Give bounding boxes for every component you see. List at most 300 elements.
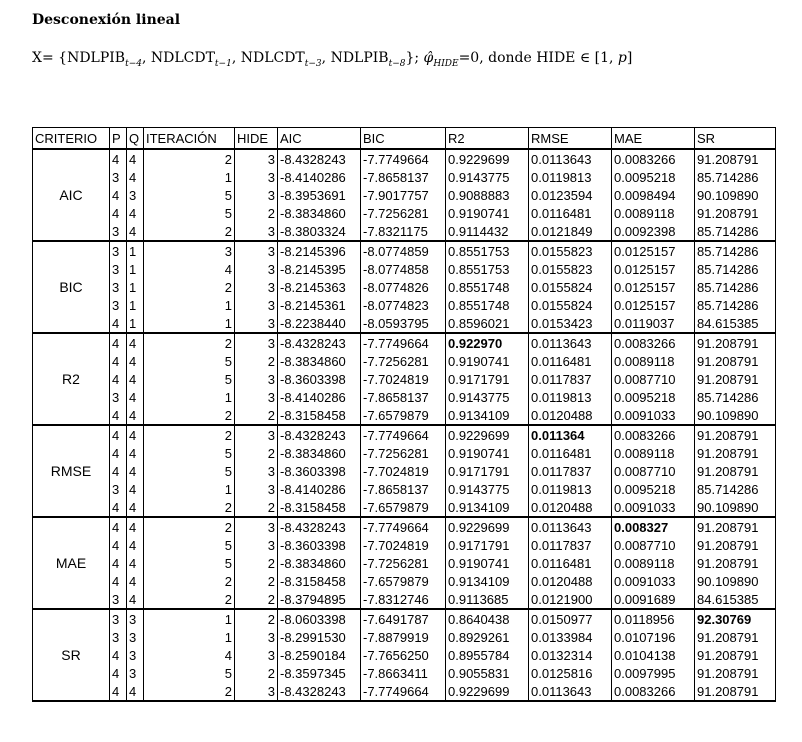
cell-r2: 0.8596021 [446, 314, 529, 333]
cell-hide: 2 [235, 204, 278, 222]
table-row [33, 388, 776, 406]
cell-rmse: 0.0133984 [529, 628, 612, 646]
cell-q: 4 [127, 222, 144, 241]
cell-hide: 3 [235, 168, 278, 186]
cell-aic: -8.4328243 [278, 682, 361, 701]
cell-hide: 3 [235, 241, 278, 260]
table-row [33, 498, 776, 517]
cell-r2: 0.8929261 [446, 628, 529, 646]
cell-p: 4 [110, 646, 127, 664]
cell-aic: -8.3953691 [278, 186, 361, 204]
cell-rmse: 0.0121900 [529, 590, 612, 609]
cell-iteracion: 1 [144, 388, 235, 406]
cell-hide: 3 [235, 314, 278, 333]
table-row [33, 370, 776, 388]
cell-p: 4 [110, 682, 127, 701]
cell-mae: 0.0089118 [612, 554, 695, 572]
cell-aic: -8.3158458 [278, 498, 361, 517]
cell-aic: -8.4328243 [278, 149, 361, 168]
cell-p: 4 [110, 462, 127, 480]
cell-bic: -7.7749664 [361, 517, 446, 536]
cell-mae: 0.0089118 [612, 444, 695, 462]
cell-q: 3 [127, 646, 144, 664]
cell-mae: 0.008327 [612, 517, 695, 536]
cell-q: 4 [127, 444, 144, 462]
cell-iteracion: 1 [144, 480, 235, 498]
criterio-cell: SR [33, 609, 110, 701]
cell-rmse: 0.0155823 [529, 241, 612, 260]
cell-sr: 91.208791 [695, 462, 776, 480]
cell-sr: 90.109890 [695, 186, 776, 204]
cell-bic: -7.7024819 [361, 462, 446, 480]
cell-bic: -7.7749664 [361, 682, 446, 701]
cell-rmse: 0.0120488 [529, 406, 612, 425]
cell-bic: -7.7749664 [361, 425, 446, 444]
cell-aic: -8.3158458 [278, 406, 361, 425]
cell-sr: 90.109890 [695, 498, 776, 517]
cell-sr: 84.615385 [695, 590, 776, 609]
cell-bic: -8.0774826 [361, 278, 446, 296]
cell-iteracion: 5 [144, 370, 235, 388]
cell-hide: 3 [235, 222, 278, 241]
cell-bic: -7.6579879 [361, 406, 446, 425]
cell-mae: 0.0087710 [612, 536, 695, 554]
cell-iteracion: 2 [144, 425, 235, 444]
cell-r2: 0.8551748 [446, 296, 529, 314]
cell-r2: 0.9229699 [446, 149, 529, 168]
cell-mae: 0.0125157 [612, 296, 695, 314]
table-row [33, 517, 776, 536]
table-row [33, 536, 776, 554]
cell-iteracion: 5 [144, 444, 235, 462]
cell-mae: 0.0107196 [612, 628, 695, 646]
cell-mae: 0.0091033 [612, 406, 695, 425]
cell-bic: -7.8658137 [361, 388, 446, 406]
cell-mae: 0.0083266 [612, 682, 695, 701]
cell-q: 1 [127, 241, 144, 260]
cell-q: 4 [127, 388, 144, 406]
table-row [33, 554, 776, 572]
cell-iteracion: 2 [144, 222, 235, 241]
formula-p: p [617, 50, 627, 66]
cell-bic: -7.8879919 [361, 628, 446, 646]
cell-sr: 91.208791 [695, 682, 776, 701]
cell-q: 4 [127, 149, 144, 168]
cell-p: 4 [110, 333, 127, 352]
cell-r2: 0.9055831 [446, 664, 529, 682]
cell-bic: -7.7256281 [361, 352, 446, 370]
cell-aic: -8.3603398 [278, 536, 361, 554]
cell-bic: -7.7024819 [361, 536, 446, 554]
table-row [33, 352, 776, 370]
formula-var-3: NDLCDT [240, 50, 305, 66]
cell-bic: -7.8663411 [361, 664, 446, 682]
cell-rmse: 0.0153423 [529, 314, 612, 333]
cell-iteracion: 2 [144, 572, 235, 590]
cell-aic: -8.3834860 [278, 444, 361, 462]
cell-p: 4 [110, 370, 127, 388]
cell-mae: 0.0095218 [612, 480, 695, 498]
cell-mae: 0.0097995 [612, 664, 695, 682]
cell-q: 4 [127, 168, 144, 186]
cell-mae: 0.0118956 [612, 609, 695, 628]
variable-set-formula [32, 50, 632, 69]
cell-r2: 0.9088883 [446, 186, 529, 204]
cell-sr: 85.714286 [695, 480, 776, 498]
table-row [33, 425, 776, 444]
cell-sr: 90.109890 [695, 572, 776, 590]
table-row [33, 149, 776, 168]
table-row [33, 609, 776, 628]
formula-comma: , [141, 50, 151, 66]
cell-hide: 3 [235, 480, 278, 498]
cell-p: 3 [110, 609, 127, 628]
cell-r2: 0.9134109 [446, 572, 529, 590]
formula-var-1: NDLPIB [67, 50, 126, 66]
cell-q: 4 [127, 590, 144, 609]
cell-p: 4 [110, 572, 127, 590]
cell-iteracion: 4 [144, 646, 235, 664]
cell-bic: -7.6579879 [361, 572, 446, 590]
cell-p: 3 [110, 278, 127, 296]
formula-comma: , [321, 50, 331, 66]
cell-rmse: 0.0155824 [529, 296, 612, 314]
cell-rmse: 0.0155824 [529, 278, 612, 296]
table-row [33, 406, 776, 425]
formula-phi: φ̂ [423, 50, 434, 66]
table-row [33, 628, 776, 646]
cell-mae: 0.0091033 [612, 498, 695, 517]
table-row [33, 222, 776, 241]
cell-r2: 0.9190741 [446, 204, 529, 222]
cell-r2: 0.9190741 [446, 444, 529, 462]
cell-hide: 3 [235, 682, 278, 701]
cell-p: 3 [110, 168, 127, 186]
cell-aic: -8.2145363 [278, 278, 361, 296]
table-row [33, 444, 776, 462]
header-rmse: RMSE [529, 128, 612, 150]
cell-bic: -7.9017757 [361, 186, 446, 204]
cell-iteracion: 1 [144, 296, 235, 314]
cell-mae: 0.0091033 [612, 572, 695, 590]
cell-r2: 0.9134109 [446, 498, 529, 517]
cell-hide: 2 [235, 406, 278, 425]
cell-q: 4 [127, 480, 144, 498]
cell-hide: 3 [235, 370, 278, 388]
cell-iteracion: 5 [144, 664, 235, 682]
cell-r2: 0.9229699 [446, 682, 529, 701]
cell-q: 4 [127, 572, 144, 590]
formula-var-4: NDLPIB [330, 50, 389, 66]
cell-bic: -7.6579879 [361, 498, 446, 517]
cell-bic: -8.0593795 [361, 314, 446, 333]
cell-iteracion: 5 [144, 352, 235, 370]
cell-rmse: 0.0113643 [529, 517, 612, 536]
cell-p: 4 [110, 186, 127, 204]
cell-hide: 3 [235, 425, 278, 444]
criterio-cell: R2 [33, 333, 110, 425]
table-row [33, 186, 776, 204]
table-row [33, 278, 776, 296]
cell-mae: 0.0095218 [612, 168, 695, 186]
cell-hide: 3 [235, 388, 278, 406]
cell-mae: 0.0083266 [612, 333, 695, 352]
cell-aic: -8.4140286 [278, 388, 361, 406]
formula-condition: =0, donde HIDE ∈ [1, [458, 50, 618, 66]
cell-q: 4 [127, 425, 144, 444]
cell-mae: 0.0087710 [612, 462, 695, 480]
cell-rmse: 0.0113643 [529, 149, 612, 168]
cell-aic: -8.2145396 [278, 241, 361, 260]
formula-end: ] [626, 50, 633, 66]
cell-mae: 0.0091689 [612, 590, 695, 609]
cell-bic: -8.0774858 [361, 260, 446, 278]
cell-hide: 2 [235, 609, 278, 628]
cell-aic: -8.2590184 [278, 646, 361, 664]
cell-hide: 2 [235, 590, 278, 609]
section-title: Desconexión lineal [32, 12, 181, 28]
header-sr: SR [695, 128, 776, 150]
cell-hide: 2 [235, 554, 278, 572]
header-aic: AIC [278, 128, 361, 150]
cell-sr: 91.208791 [695, 517, 776, 536]
table-row [33, 572, 776, 590]
cell-p: 4 [110, 498, 127, 517]
formula-close-brace: }; [405, 50, 424, 66]
cell-q: 1 [127, 260, 144, 278]
cell-aic: -8.3158458 [278, 572, 361, 590]
cell-rmse: 0.0117837 [529, 536, 612, 554]
cell-bic: -7.8658137 [361, 168, 446, 186]
cell-hide: 2 [235, 444, 278, 462]
header-bic: BIC [361, 128, 446, 150]
cell-mae: 0.0089118 [612, 352, 695, 370]
cell-q: 3 [127, 664, 144, 682]
cell-r2: 0.8551748 [446, 278, 529, 296]
cell-bic: -7.8658137 [361, 480, 446, 498]
cell-hide: 3 [235, 536, 278, 554]
criterio-cell: AIC [33, 149, 110, 241]
cell-bic: -7.8321175 [361, 222, 446, 241]
cell-aic: -8.3597345 [278, 664, 361, 682]
cell-rmse: 0.0119813 [529, 388, 612, 406]
cell-aic: -8.3803324 [278, 222, 361, 241]
cell-aic: -8.4140286 [278, 168, 361, 186]
cell-hide: 3 [235, 333, 278, 352]
cell-aic: -8.3794895 [278, 590, 361, 609]
cell-hide: 3 [235, 462, 278, 480]
cell-sr: 91.208791 [695, 664, 776, 682]
cell-rmse: 0.0116481 [529, 352, 612, 370]
header-criterio: CRITERIO [33, 128, 110, 150]
cell-sr: 85.714286 [695, 296, 776, 314]
cell-rmse: 0.011364 [529, 425, 612, 444]
cell-p: 4 [110, 425, 127, 444]
table-row [33, 296, 776, 314]
cell-q: 4 [127, 333, 144, 352]
cell-bic: -7.7656250 [361, 646, 446, 664]
cell-sr: 84.615385 [695, 314, 776, 333]
cell-sr: 91.208791 [695, 444, 776, 462]
cell-iteracion: 5 [144, 462, 235, 480]
cell-p: 4 [110, 352, 127, 370]
cell-aic: -8.3834860 [278, 352, 361, 370]
cell-q: 4 [127, 352, 144, 370]
formula-comma: , [231, 50, 241, 66]
cell-r2: 0.8551753 [446, 260, 529, 278]
cell-sr: 91.208791 [695, 149, 776, 168]
cell-iteracion: 1 [144, 168, 235, 186]
cell-q: 4 [127, 517, 144, 536]
cell-sr: 91.208791 [695, 628, 776, 646]
cell-rmse: 0.0116481 [529, 204, 612, 222]
header-r2: R2 [446, 128, 529, 150]
cell-p: 3 [110, 296, 127, 314]
cell-hide: 2 [235, 572, 278, 590]
cell-sr: 85.714286 [695, 260, 776, 278]
cell-aic: -8.3834860 [278, 204, 361, 222]
cell-mae: 0.0125157 [612, 241, 695, 260]
cell-bic: -7.7256281 [361, 554, 446, 572]
cell-bic: -7.7749664 [361, 333, 446, 352]
cell-q: 3 [127, 609, 144, 628]
criterio-cell: BIC [33, 241, 110, 333]
cell-p: 3 [110, 590, 127, 609]
cell-rmse: 0.0132314 [529, 646, 612, 664]
cell-aic: -8.2238440 [278, 314, 361, 333]
cell-bic: -8.0774859 [361, 241, 446, 260]
cell-hide: 2 [235, 664, 278, 682]
cell-r2: 0.9229699 [446, 517, 529, 536]
cell-p: 4 [110, 536, 127, 554]
formula-phi-sub: HIDE [433, 58, 459, 69]
cell-rmse: 0.0117837 [529, 370, 612, 388]
cell-iteracion: 2 [144, 498, 235, 517]
cell-sr: 91.208791 [695, 204, 776, 222]
cell-mae: 0.0098494 [612, 186, 695, 204]
cell-iteracion: 5 [144, 554, 235, 572]
table-body [33, 149, 776, 701]
table-row [33, 646, 776, 664]
cell-bic: -8.0774823 [361, 296, 446, 314]
cell-sr: 91.208791 [695, 370, 776, 388]
cell-q: 1 [127, 296, 144, 314]
table-row [33, 682, 776, 701]
cell-r2: 0.8551753 [446, 241, 529, 260]
header-q: Q [127, 128, 144, 150]
cell-rmse: 0.0125816 [529, 664, 612, 682]
cell-sr: 91.208791 [695, 646, 776, 664]
cell-sr: 85.714286 [695, 278, 776, 296]
header-p: P [110, 128, 127, 150]
cell-iteracion: 4 [144, 260, 235, 278]
cell-rmse: 0.0150977 [529, 609, 612, 628]
cell-mae: 0.0087710 [612, 370, 695, 388]
cell-mae: 0.0104138 [612, 646, 695, 664]
cell-sr: 91.208791 [695, 352, 776, 370]
cell-r2: 0.9171791 [446, 462, 529, 480]
cell-rmse: 0.0123594 [529, 186, 612, 204]
cell-bic: -7.7256281 [361, 444, 446, 462]
cell-mae: 0.0089118 [612, 204, 695, 222]
cell-r2: 0.9229699 [446, 425, 529, 444]
cell-aic: -8.3603398 [278, 370, 361, 388]
cell-p: 4 [110, 149, 127, 168]
cell-q: 1 [127, 278, 144, 296]
cell-sr: 91.208791 [695, 536, 776, 554]
cell-iteracion: 5 [144, 186, 235, 204]
table-row [33, 168, 776, 186]
cell-r2: 0.9143775 [446, 480, 529, 498]
cell-hide: 3 [235, 278, 278, 296]
table-row [33, 314, 776, 333]
formula-sub-3: t−3 [304, 58, 322, 69]
cell-r2: 0.9190741 [446, 554, 529, 572]
table-row [33, 462, 776, 480]
cell-r2: 0.9190741 [446, 352, 529, 370]
cell-sr: 90.109890 [695, 406, 776, 425]
cell-sr: 85.714286 [695, 168, 776, 186]
cell-hide: 3 [235, 646, 278, 664]
table-row [33, 664, 776, 682]
cell-q: 1 [127, 314, 144, 333]
table-row [33, 204, 776, 222]
formula-sub-4: t−8 [388, 58, 406, 69]
cell-q: 4 [127, 462, 144, 480]
cell-p: 3 [110, 222, 127, 241]
cell-iteracion: 2 [144, 590, 235, 609]
formula-prefix: X= { [32, 50, 68, 66]
header-iteracion: ITERACIÓN [144, 128, 235, 150]
cell-aic: -8.2991530 [278, 628, 361, 646]
cell-p: 4 [110, 444, 127, 462]
cell-aic: -8.2145395 [278, 260, 361, 278]
cell-q: 4 [127, 682, 144, 701]
cell-sr: 85.714286 [695, 388, 776, 406]
cell-p: 3 [110, 241, 127, 260]
cell-rmse: 0.0155823 [529, 260, 612, 278]
cell-hide: 3 [235, 296, 278, 314]
cell-iteracion: 3 [144, 241, 235, 260]
cell-sr: 91.208791 [695, 554, 776, 572]
cell-q: 4 [127, 536, 144, 554]
cell-mae: 0.0125157 [612, 278, 695, 296]
cell-aic: -8.4328243 [278, 517, 361, 536]
cell-rmse: 0.0113643 [529, 333, 612, 352]
cell-p: 3 [110, 628, 127, 646]
criterio-cell: RMSE [33, 425, 110, 517]
header-row [33, 128, 776, 150]
cell-iteracion: 5 [144, 204, 235, 222]
table-row [33, 241, 776, 260]
cell-rmse: 0.0121849 [529, 222, 612, 241]
formula-var-2: NDLCDT [150, 50, 215, 66]
cell-sr: 85.714286 [695, 222, 776, 241]
cell-q: 3 [127, 186, 144, 204]
cell-bic: -7.7024819 [361, 370, 446, 388]
cell-iteracion: 1 [144, 628, 235, 646]
cell-hide: 3 [235, 517, 278, 536]
cell-r2: 0.8640438 [446, 609, 529, 628]
table-row [33, 480, 776, 498]
cell-mae: 0.0125157 [612, 260, 695, 278]
formula-sub-2: t−1 [214, 58, 232, 69]
cell-q: 4 [127, 370, 144, 388]
cell-r2: 0.9143775 [446, 168, 529, 186]
cell-rmse: 0.0120488 [529, 498, 612, 517]
cell-p: 4 [110, 204, 127, 222]
cell-hide: 2 [235, 498, 278, 517]
